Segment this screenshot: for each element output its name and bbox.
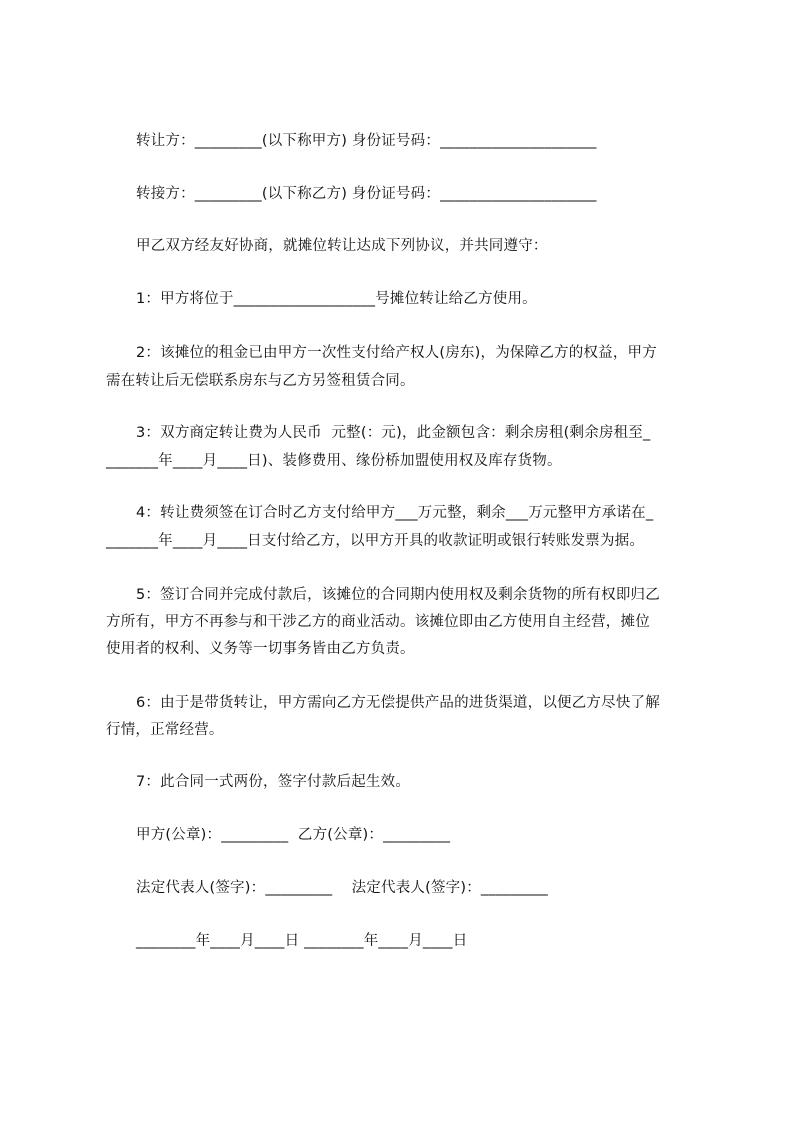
clause-2-line-1: 2：该摊位的租金已由甲方一次性支付给产权人(房东)，为保障乙方的权益，甲方: [136, 345, 657, 361]
clause-6-line-2: 行情，正常经营。: [106, 722, 224, 738]
clause-5-line-2: 方所有，甲方不再参与和干涉乙方的商业活动。该摊位即由乙方使用自主经营，摊位: [106, 614, 650, 630]
transferee-line: 转接方：_________(以下称乙方) 身份证号码：_____________________: [136, 186, 597, 202]
clause-3-line-1: 3：双方商定转让费为人民币 元整(：元)，此金额包含：剩余房租(剩余房租至_: [136, 425, 651, 441]
clause-3-line-2: _______年____月____日)、装修费用、缘份桥加盟使用权及库存货物。: [106, 453, 562, 469]
clause-4-line-2: _______年____月____日支付给乙方，以甲方开具的收款证明或银行转账发票为据。: [106, 533, 645, 549]
clause-6-line-1: 6：由于是带货转让，甲方需向乙方无偿提供产品的进货渠道，以便乙方尽快了解: [136, 695, 660, 711]
clause-5-line-1: 5：签订合同并完成付款后，该摊位的合同期内使用权及剩余货物的所有权即归乙: [136, 587, 660, 603]
clause-4-line-1: 4：转让费须签在订合时乙方支付给甲方___万元整，剩余___万元整甲方承诺在_: [136, 505, 654, 521]
representative-line: 法定代表人(签字)：_________ 法定代表人(签字)：_________: [136, 880, 548, 896]
clause-1: 1：甲方将位于___________________号摊位转让给乙方使用。: [136, 291, 537, 307]
transferor-line: 转让方：_________(以下称甲方) 身份证号码：_____________________: [136, 133, 597, 149]
clause-5-line-3: 使用者的权利、义务等一切事务皆由乙方负责。: [106, 641, 415, 657]
intro-text: 甲乙双方经友好协商，就摊位转让达成下列协议，并共同遵守：: [136, 238, 548, 254]
clause-2-line-2: 需在转让后无偿联系房东与乙方另签租赁合同。: [106, 373, 415, 389]
seal-line: 甲方(公章)：_________ 乙方(公章)：_________: [136, 827, 451, 843]
date-line: ________年____月____日 ________年____月____日: [136, 933, 468, 949]
clause-7: 7：此合同一式两份，签字付款后起生效。: [136, 774, 411, 790]
